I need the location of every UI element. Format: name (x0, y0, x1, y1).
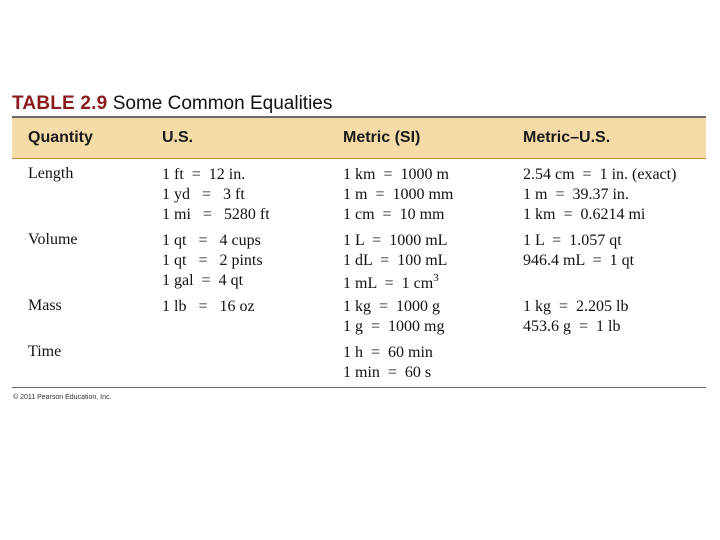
equality-line: 453.6 g = 1 lb (523, 318, 621, 335)
table-caption: Some Common Equalities (112, 93, 333, 114)
table-title (12, 93, 332, 115)
equality-line: 1 m = 39.37 in. (523, 186, 629, 203)
equality-line-with-superscript (343, 274, 447, 294)
equality-line: 1 kg = 1000 g (343, 298, 441, 315)
equality-line: 1 L = 1000 mL (343, 232, 448, 249)
header-us: U.S. (162, 129, 194, 146)
equality-line: 1 m = 1000 mm (343, 186, 454, 203)
time-metric-cell (343, 343, 433, 383)
equality-line: 1 qt = 4 cups (162, 232, 261, 249)
mass-us-cell (162, 297, 255, 317)
table-number: TABLE 2.9 (12, 93, 108, 114)
row-label-time: Time (28, 343, 62, 360)
mass-metric-cell (343, 297, 444, 337)
mass-metric-us-cell (523, 297, 628, 337)
equality-line: 1 gal = 4 qt (162, 272, 244, 289)
equality-line: 1 ft = 12 in. (162, 166, 246, 183)
row-label-length: Length (28, 165, 74, 182)
equality-line: 1 km = 1000 m (343, 166, 449, 183)
volume-metric-cell (343, 231, 447, 294)
superscript-exponent: 3 (433, 272, 439, 284)
table-header (12, 118, 706, 159)
row-label-mass: Mass (28, 297, 62, 314)
volume-us-cell (162, 231, 263, 291)
equality-line: 2.54 cm = 1 in. (exact) (523, 166, 677, 183)
equality-line: 1 lb = 16 oz (162, 298, 255, 315)
equality-line: 1 mL = 1 cm (343, 275, 434, 292)
header-metric-us: Metric–U.S. (523, 129, 611, 146)
length-us-cell (162, 165, 270, 225)
header-quantity: Quantity (28, 129, 93, 146)
length-metric-us-cell (523, 165, 676, 225)
equality-line: 1 yd = 3 ft (162, 186, 245, 203)
length-metric-cell (343, 165, 453, 225)
equality-line: 1 L = 1.057 qt (523, 232, 622, 249)
equality-line: 1 kg = 2.205 lb (523, 298, 629, 315)
equality-line: 1 km = 0.6214 mi (523, 206, 646, 223)
row-label-volume: Volume (28, 231, 78, 248)
copyright-notice: © 2011 Pearson Education, Inc. (13, 394, 112, 401)
equality-line: 1 qt = 2 pints (162, 252, 263, 269)
header-metric: Metric (SI) (343, 129, 421, 146)
equality-line: 1 mi = 5280 ft (162, 206, 270, 223)
equality-line: 946.4 mL = 1 qt (523, 252, 635, 269)
equality-line: 1 h = 60 min (343, 344, 433, 361)
equality-line: 1 min = 60 s (343, 364, 432, 381)
volume-metric-us-cell (523, 231, 634, 271)
equality-line: 1 dL = 100 mL (343, 252, 448, 269)
equality-line: 1 cm = 10 mm (343, 206, 445, 223)
bottom-rule (12, 387, 706, 388)
equality-line: 1 g = 1000 mg (343, 318, 445, 335)
